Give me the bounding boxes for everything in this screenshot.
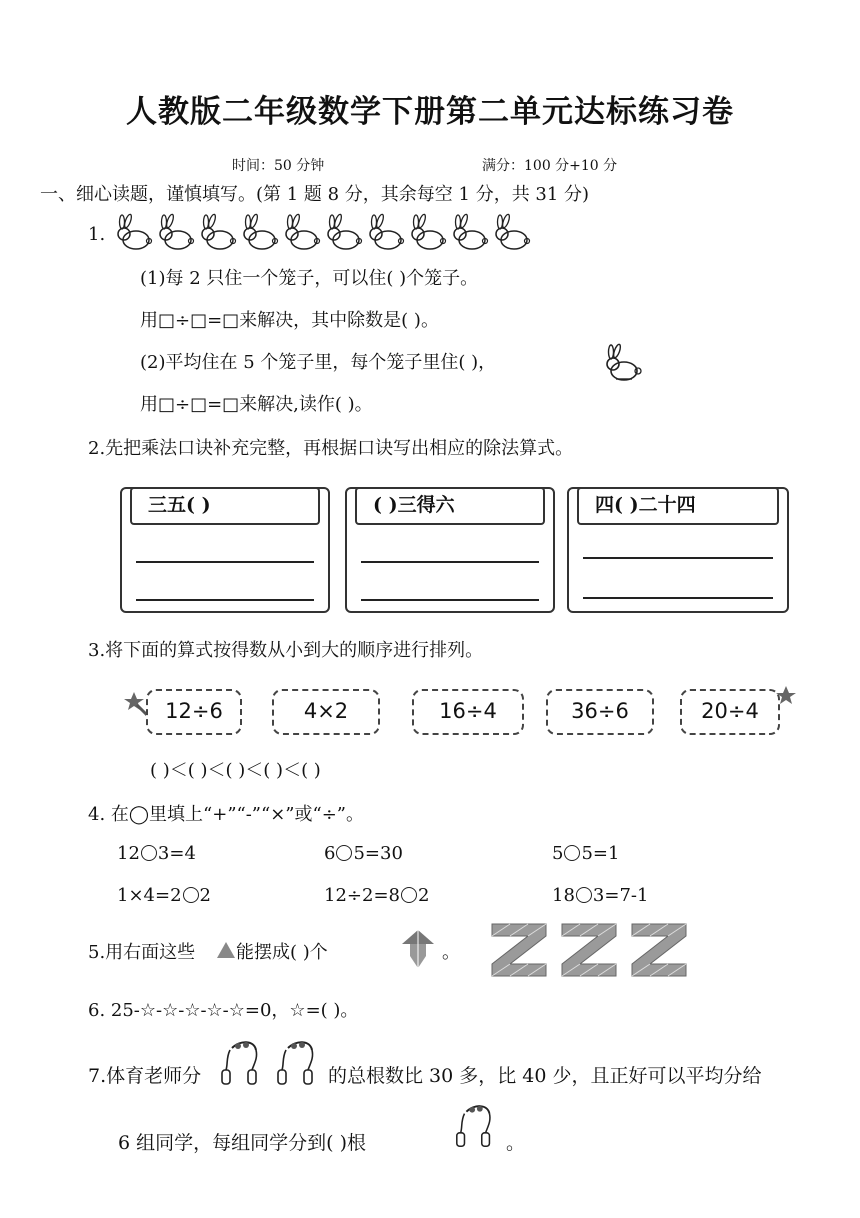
q4-item: 5 5=1 [552,843,620,864]
q4-item: 12÷2=8 2 [324,885,430,906]
jump-rope-icon [450,1104,502,1152]
expr-4-times-2: 4×2 [272,689,380,735]
rhyme-box-2-head: ( )三得六 [355,487,545,525]
jump-rope-icon [216,1040,268,1090]
q1-number: 1. [88,224,106,245]
q2-text: 2.先把乘法口诀补充完整，再根据口诀写出相应的除法算式。 [88,438,574,459]
full-score: 满分：100 分+10 分 [482,158,618,174]
q4-text: 4. 在◯里填上“+”“-”“×”或“÷”。 [88,804,364,825]
z-shape-icon [630,922,688,978]
expr-36-div-6: 36÷6 [546,689,654,735]
q1-part1-divisor: 用□÷□=□来解决，其中除数是( )。 [140,310,439,331]
rabbit-icon [322,213,364,253]
rhyme-box-3 [567,487,789,613]
z-shape-icon [490,922,548,978]
rhyme-box-3-head: 四( )二十四 [577,487,779,525]
answer-line[interactable] [136,599,314,601]
rabbit-row [112,213,542,253]
q7-text-a: 7.体育老师分 [88,1065,202,1087]
q5-text-b: 能摆成( )个 [236,942,328,963]
rabbit-icon [112,213,154,253]
rhyme-box-2 [345,487,555,613]
q4-item: 12 3=4 [117,843,196,864]
answer-line[interactable] [361,599,539,601]
rabbit-icon [238,213,280,253]
answer-line[interactable] [361,561,539,563]
jump-rope-icon [450,1104,506,1152]
rabbit-icon [154,213,196,253]
q7-text-d: 。 [506,1132,526,1154]
q5-text-c: 。 [442,942,460,963]
rhyme-box-1-head: 三五( ) [130,487,320,525]
q1-part2-read: 用□÷□=□来解决,读作( )。 [140,394,373,415]
rabbit-icon [364,213,406,253]
rabbit-icon [196,213,238,253]
answer-line[interactable] [583,597,773,599]
q1-part1: (1)每 2 只住一个笼子，可以住( )个笼子。 [140,268,479,289]
rhyme-box-1 [120,487,330,613]
q3-text: 3.将下面的算式按得数从小到大的顺序进行排列。 [88,640,484,661]
rabbit-icon [280,213,322,253]
section-heading: 一、细心读题，谨慎填写。(第 1 题 8 分，其余每空 1 分，共 31 分) [40,184,590,205]
triangle-icon [216,941,236,959]
q4-item: 6 5=30 [324,843,403,864]
q5-text-a: 5.用右面这些 [88,942,196,963]
operator-circle[interactable] [564,845,580,861]
q6-text[interactable]: 6. 25-☆-☆-☆-☆-☆=0，☆=( )。 [88,1000,359,1021]
expr-16-div-4: 16÷4 [412,689,524,735]
z-shape-icon [560,922,618,978]
arrow-shape-icon [400,928,436,970]
q3-order-blanks[interactable]: ( )＜( )＜( )＜( )＜( ) [150,760,321,781]
answer-line[interactable] [136,561,314,563]
q4-item: 1×4=2 2 [117,885,211,906]
rabbit-icon [406,213,448,253]
operator-circle[interactable] [576,887,592,903]
expr-20-div-4: 20÷4 [680,689,780,735]
operator-circle[interactable] [401,887,417,903]
rabbit-icon [602,345,644,383]
z-shapes-group [490,922,690,978]
wand-star-icon [774,684,798,708]
q7-text-c: 6 组同学，每组同学分到( )根 [118,1132,366,1154]
rabbit-icon [490,213,532,253]
operator-circle[interactable] [183,887,199,903]
expr-12-div-6: 12÷6 [146,689,242,735]
rabbit-icon [448,213,490,253]
page-title: 人教版二年级数学下册第二单元达标练习卷 [126,94,734,130]
time-limit: 时间：50 分钟 [232,158,325,174]
q4-item: 18 3=7-1 [552,885,649,906]
operator-circle[interactable] [336,845,352,861]
q7-text-b: 的总根数比 30 多，比 40 少，且正好可以平均分给 [328,1065,762,1087]
jump-rope-icon [216,1040,326,1090]
operator-circle[interactable] [141,845,157,861]
jump-rope-icon [272,1040,324,1090]
answer-line[interactable] [583,557,773,559]
q1-part2: (2)平均住在 5 个笼子里，每个笼子里住( )， [140,352,497,373]
